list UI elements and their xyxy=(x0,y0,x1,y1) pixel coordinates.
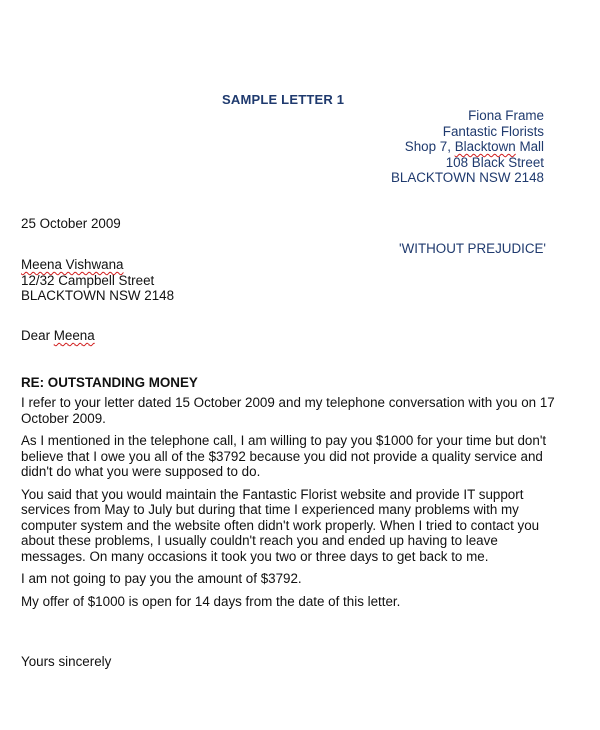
letter-body xyxy=(21,395,561,616)
body-paragraph-5: My offer of $1000 is open for 14 days from the date of this letter. xyxy=(21,593,401,609)
sender-address-line1-suffix: Mall xyxy=(515,139,544,154)
sender-address-line1 xyxy=(391,139,544,155)
salutation-name: Meena xyxy=(53,328,95,343)
salutation-prefix: Dear xyxy=(21,328,54,343)
letter-date: 25 October 2009 xyxy=(21,216,121,231)
body-paragraph-4: I am not going to pay you the amount of $3792. xyxy=(21,571,302,586)
sender-address-line2: 108 Black Street xyxy=(445,154,544,170)
recipient-name xyxy=(21,257,174,273)
letter-title: SAMPLE LETTER 1 xyxy=(222,92,345,107)
without-prejudice-label: 'WITHOUT PREJUDICE' xyxy=(399,241,546,256)
recipient-address-line1: 12/32 Campbell Street xyxy=(21,272,155,288)
sender-address-line1-misspelled: Blacktown xyxy=(454,139,516,154)
sender-address-line1-prefix: Shop 7, xyxy=(404,139,455,154)
sender-block xyxy=(391,108,544,186)
closing: Yours sincerely xyxy=(21,654,112,669)
sender-address-line3: BLACKTOWN NSW 2148 xyxy=(390,170,544,185)
salutation xyxy=(21,328,95,343)
body-paragraph-3: You said that you would maintain the Fantastic Florist website and provide IT support services from May to July but during that time I experienced many problems with my computer system and the website often didn't work properly. When I tried to contact you about these problems, I usually couldn't reach you and ended up having to leave messages. On many occasions it took you two or three days to get back to me. xyxy=(21,486,540,564)
recipient-address-line2: BLACKTOWN NSW 2148 xyxy=(21,288,175,303)
recipient-block xyxy=(21,257,174,304)
sender-name: Fiona Frame xyxy=(468,108,544,123)
recipient-name-text: Meena Vishwana xyxy=(21,257,124,272)
subject-line: RE: OUTSTANDING MONEY xyxy=(21,375,198,390)
sender-company: Fantastic Florists xyxy=(442,123,544,139)
body-paragraph-1: I refer to your letter dated 15 October 2009 and my telephone conversation with you on 17 October 2009. xyxy=(21,395,555,426)
body-paragraph-2: As I mentioned in the telephone call, I am willing to pay you $1000 for your time but don't believe that I owe you all of the $3792 because you did not provide a quality service and didn't do what you were supposed to do. xyxy=(21,433,547,479)
